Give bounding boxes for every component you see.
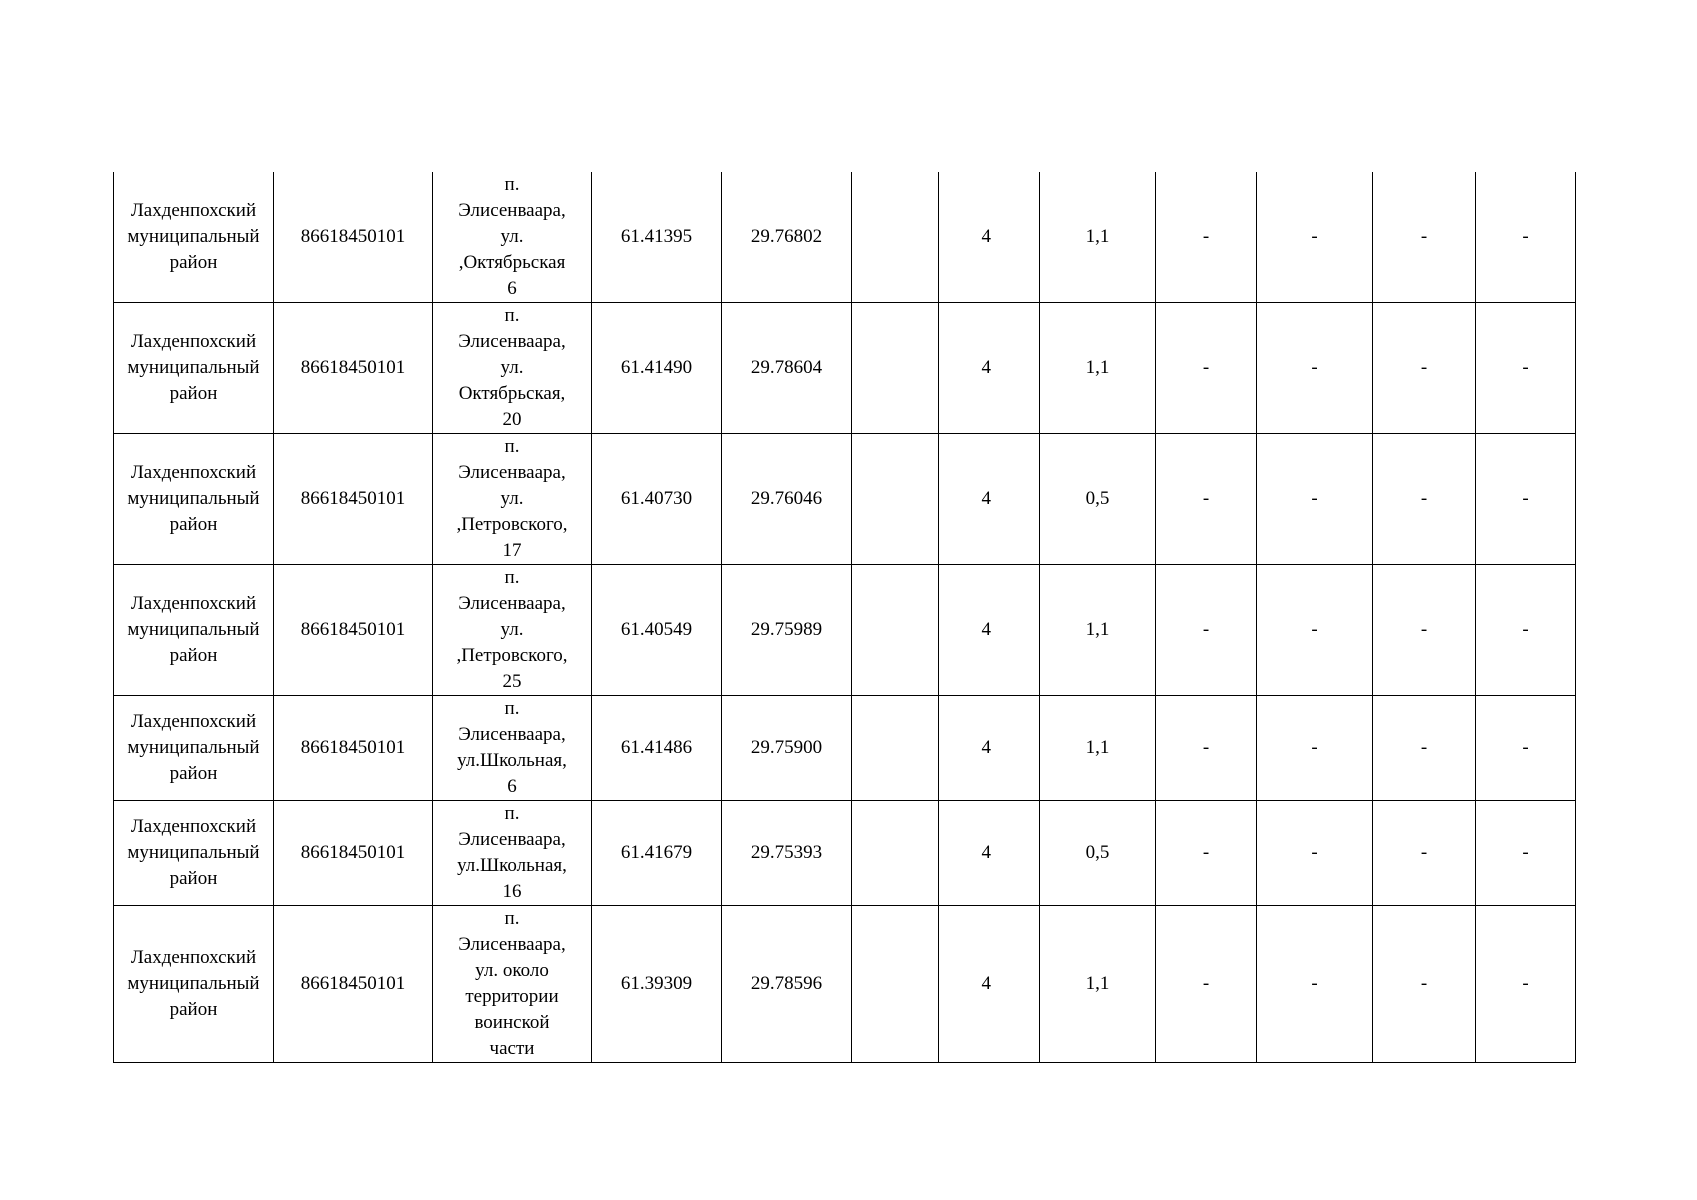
empty-cell <box>852 696 939 801</box>
longitude-cell: 29.75393 <box>722 801 852 906</box>
oktmo-cell: 86618450101 <box>274 906 433 1063</box>
container-sites-table <box>113 172 1576 1063</box>
oktmo-cell: 86618450101 <box>274 303 433 434</box>
district-cell: Лахденпохский муниципальный район <box>114 303 274 434</box>
dash-cell: - <box>1373 565 1476 696</box>
dash-cell: - <box>1257 172 1373 303</box>
empty-cell <box>852 801 939 906</box>
table-row <box>114 172 1576 303</box>
dash-cell: - <box>1373 696 1476 801</box>
district-cell: Лахденпохский муниципальный район <box>114 906 274 1063</box>
dash-cell: - <box>1156 906 1257 1063</box>
table-row <box>114 434 1576 565</box>
dash-cell: - <box>1156 434 1257 565</box>
longitude-cell: 29.78596 <box>722 906 852 1063</box>
oktmo-cell: 86618450101 <box>274 801 433 906</box>
dash-cell: - <box>1257 801 1373 906</box>
dash-cell: - <box>1476 434 1576 565</box>
dash-cell: - <box>1476 801 1576 906</box>
count-cell: 4 <box>939 172 1040 303</box>
volume-cell: 0,5 <box>1040 434 1156 565</box>
dash-cell: - <box>1156 303 1257 434</box>
address-cell: п. Элисенваара, ул.Школьная, 16 <box>433 801 592 906</box>
latitude-cell: 61.41395 <box>592 172 722 303</box>
district-cell: Лахденпохский муниципальный район <box>114 172 274 303</box>
volume-cell: 1,1 <box>1040 906 1156 1063</box>
count-cell: 4 <box>939 434 1040 565</box>
oktmo-cell: 86618450101 <box>274 434 433 565</box>
latitude-cell: 61.41490 <box>592 303 722 434</box>
longitude-cell: 29.76046 <box>722 434 852 565</box>
count-cell: 4 <box>939 906 1040 1063</box>
address-cell: п. Элисенваара, ул.Школьная, 6 <box>433 696 592 801</box>
dash-cell: - <box>1373 303 1476 434</box>
table-row <box>114 565 1576 696</box>
latitude-cell: 61.39309 <box>592 906 722 1063</box>
dash-cell: - <box>1373 906 1476 1063</box>
dash-cell: - <box>1373 801 1476 906</box>
latitude-cell: 61.40730 <box>592 434 722 565</box>
empty-cell <box>852 303 939 434</box>
dash-cell: - <box>1156 565 1257 696</box>
district-cell: Лахденпохский муниципальный район <box>114 696 274 801</box>
longitude-cell: 29.75900 <box>722 696 852 801</box>
dash-cell: - <box>1476 303 1576 434</box>
table-row <box>114 801 1576 906</box>
table-row <box>114 303 1576 434</box>
oktmo-cell: 86618450101 <box>274 565 433 696</box>
empty-cell <box>852 172 939 303</box>
latitude-cell: 61.40549 <box>592 565 722 696</box>
dash-cell: - <box>1257 906 1373 1063</box>
table-row <box>114 696 1576 801</box>
count-cell: 4 <box>939 696 1040 801</box>
dash-cell: - <box>1156 172 1257 303</box>
longitude-cell: 29.75989 <box>722 565 852 696</box>
oktmo-cell: 86618450101 <box>274 696 433 801</box>
count-cell: 4 <box>939 565 1040 696</box>
dash-cell: - <box>1257 434 1373 565</box>
volume-cell: 1,1 <box>1040 696 1156 801</box>
table-row <box>114 906 1576 1063</box>
empty-cell <box>852 434 939 565</box>
address-cell: п. Элисенваара, ул. Октябрьская, 20 <box>433 303 592 434</box>
dash-cell: - <box>1257 303 1373 434</box>
longitude-cell: 29.78604 <box>722 303 852 434</box>
district-cell: Лахденпохский муниципальный район <box>114 801 274 906</box>
dash-cell: - <box>1476 565 1576 696</box>
count-cell: 4 <box>939 303 1040 434</box>
district-cell: Лахденпохский муниципальный район <box>114 434 274 565</box>
latitude-cell: 61.41486 <box>592 696 722 801</box>
address-cell: п. Элисенваара, ул. ,Октябрьская 6 <box>433 172 592 303</box>
dash-cell: - <box>1257 565 1373 696</box>
dash-cell: - <box>1476 906 1576 1063</box>
dash-cell: - <box>1476 172 1576 303</box>
dash-cell: - <box>1476 696 1576 801</box>
dash-cell: - <box>1156 801 1257 906</box>
empty-cell <box>852 565 939 696</box>
dash-cell: - <box>1373 172 1476 303</box>
count-cell: 4 <box>939 801 1040 906</box>
dash-cell: - <box>1373 434 1476 565</box>
address-cell: п. Элисенваара, ул. ,Петровского, 25 <box>433 565 592 696</box>
volume-cell: 0,5 <box>1040 801 1156 906</box>
dash-cell: - <box>1257 696 1373 801</box>
volume-cell: 1,1 <box>1040 303 1156 434</box>
table-body <box>114 172 1576 1063</box>
volume-cell: 1,1 <box>1040 172 1156 303</box>
address-cell: п. Элисенваара, ул. около территории воинской части <box>433 906 592 1063</box>
volume-cell: 1,1 <box>1040 565 1156 696</box>
dash-cell: - <box>1156 696 1257 801</box>
longitude-cell: 29.76802 <box>722 172 852 303</box>
address-cell: п. Элисенваара, ул. ,Петровского, 17 <box>433 434 592 565</box>
district-cell: Лахденпохский муниципальный район <box>114 565 274 696</box>
oktmo-cell: 86618450101 <box>274 172 433 303</box>
empty-cell <box>852 906 939 1063</box>
latitude-cell: 61.41679 <box>592 801 722 906</box>
